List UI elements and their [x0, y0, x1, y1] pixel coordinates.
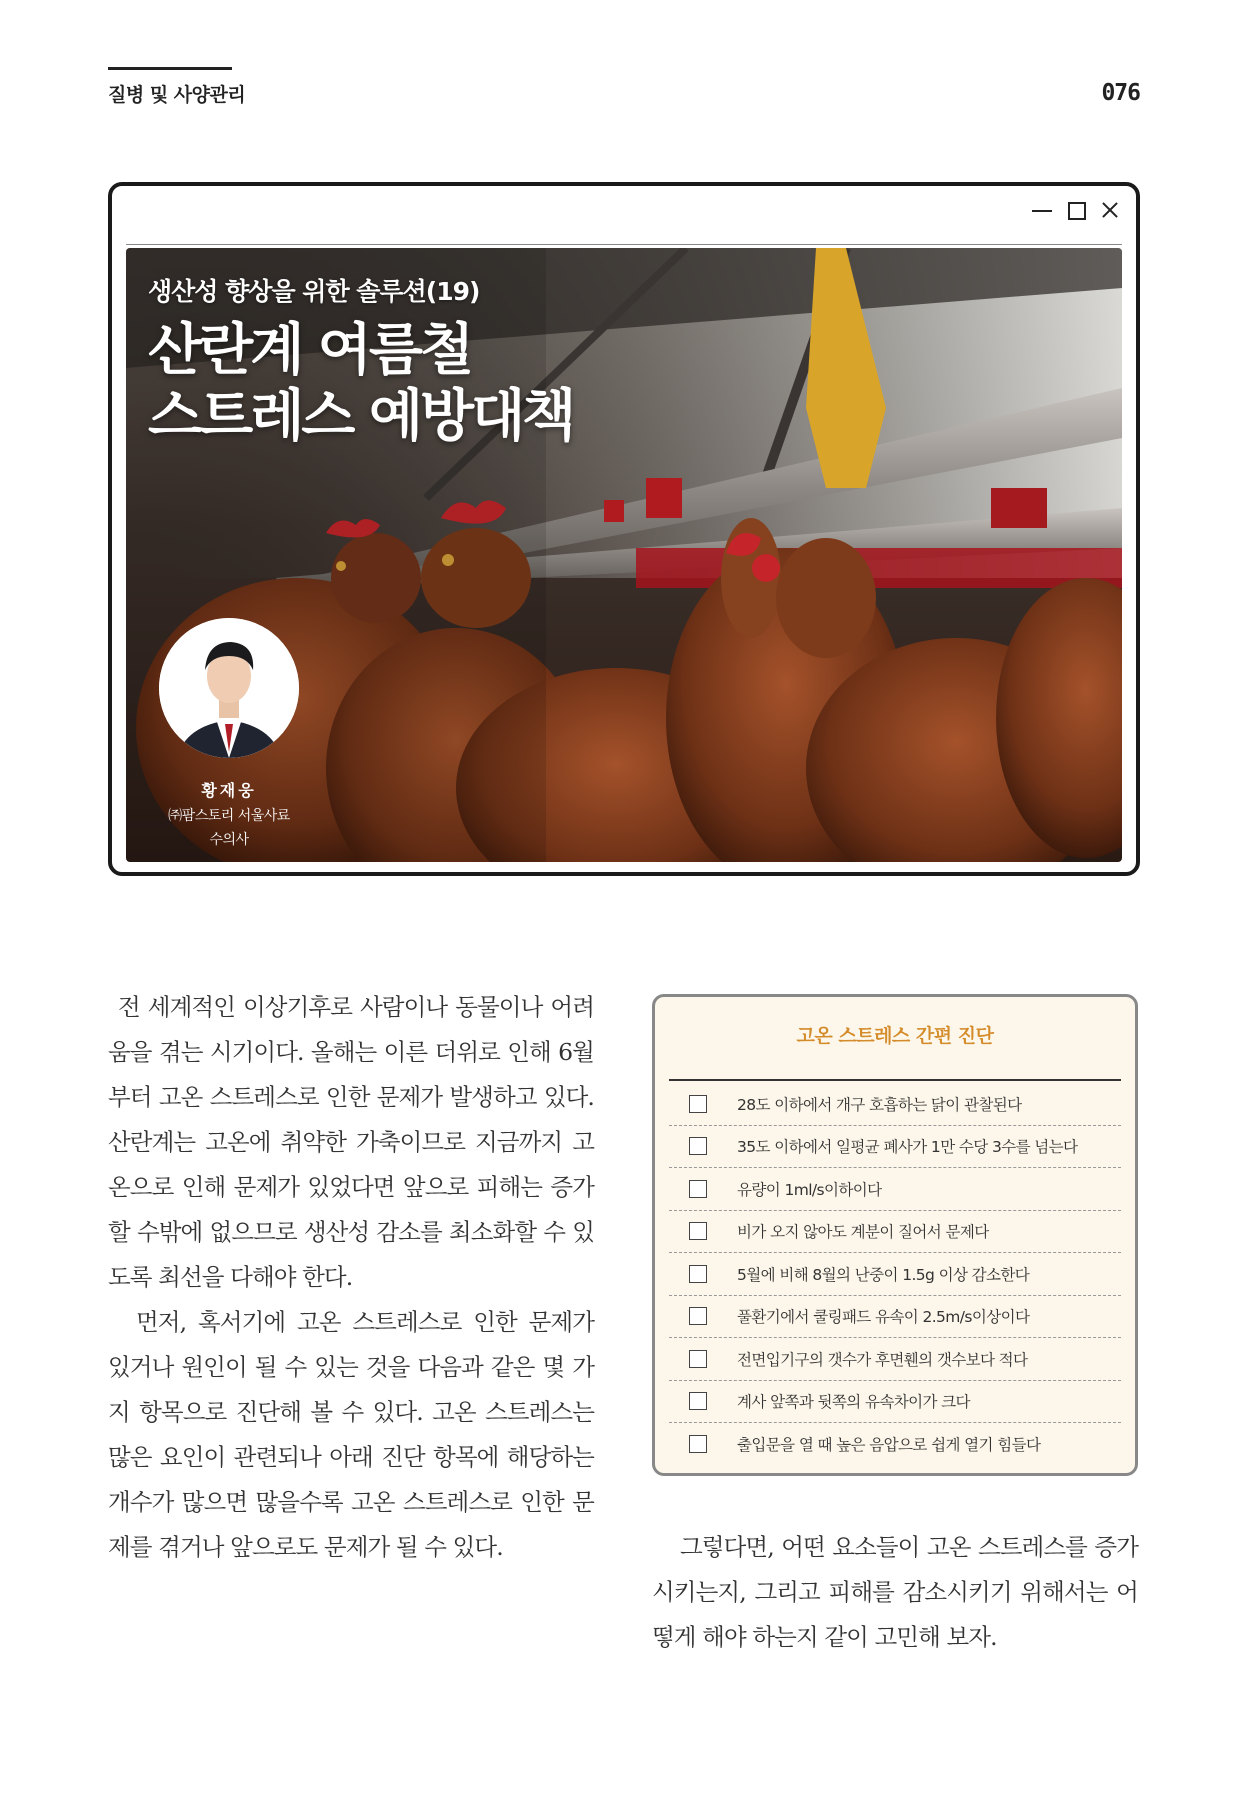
page-number: 076	[1101, 80, 1140, 106]
checklist-item	[669, 1083, 1121, 1126]
diagnosis-checklist	[652, 994, 1138, 1476]
checklist-item-text: 28도 이하에서 개구 호흡하는 닭이 관찰된다	[737, 1095, 1022, 1114]
body-left-column	[108, 985, 594, 1570]
checkbox[interactable]	[689, 1222, 707, 1240]
checklist-item	[669, 1211, 1121, 1254]
body-paragraph-1: 전 세계적인 이상기후로 사람이나 동물이나 어려움을 겪는 시기이다. 올해는 이른 더위로 인해 6월부터 고온 스트레스로 인한 문제가 발생하고 있다. 산란계는 고온에 취약한 가축이므로 지금까지 고온으로 인해 문제가 있었다면 앞으로 피해는 증가할 수밖에 없으므로 생산성 감소를 최소화할 수 있도록 최선을 다해야 한다.	[108, 993, 594, 1291]
checkbox[interactable]	[689, 1435, 707, 1453]
hero-text	[148, 272, 573, 450]
checklist-item-text: 5월에 비해 8월의 난중이 1.5g 이상 감소한다	[737, 1265, 1030, 1284]
title-line-2: 스트레스 예방대책	[148, 384, 574, 449]
author-organization: ㈜팜스토리 서울사료	[168, 808, 290, 824]
checklist-item	[669, 1126, 1121, 1169]
checklist-item	[669, 1423, 1121, 1466]
checkbox[interactable]	[689, 1265, 707, 1283]
close-icon[interactable]	[1100, 200, 1120, 220]
article-title	[148, 318, 573, 450]
author-role: 수의사	[209, 832, 249, 848]
checklist-item-text: 유량이 1ml/s이하이다	[737, 1180, 882, 1199]
author-portrait	[159, 618, 299, 758]
checklist-item-text: 풀환기에서 쿨링패드 유속이 2.5m/s이상이다	[737, 1308, 1030, 1327]
checkbox[interactable]	[689, 1350, 707, 1368]
maximize-icon[interactable]	[1066, 200, 1086, 220]
checklist-item	[669, 1296, 1121, 1339]
hero-image	[126, 248, 1122, 862]
checklist-item	[669, 1168, 1121, 1211]
checkbox[interactable]	[689, 1095, 707, 1113]
checklist-item	[669, 1338, 1121, 1381]
avatar	[159, 618, 299, 758]
checkbox[interactable]	[689, 1180, 707, 1198]
hero-window	[108, 182, 1140, 876]
series-subtitle: 생산성 향상을 위한 솔루션(19)	[148, 277, 480, 306]
author-name: 황재웅	[201, 781, 257, 800]
checklist-item-text: 35도 이하에서 일평균 폐사가 1만 수당 3수를 넘는다	[737, 1138, 1078, 1157]
window-title-divider	[126, 244, 1122, 245]
checklist-item-text: 출입문을 열 때 높은 음압으로 쉽게 열기 힘들다	[737, 1436, 1041, 1455]
checklist-title: 고온 스트레스 간편 진단	[796, 1025, 994, 1047]
minimize-icon[interactable]	[1032, 200, 1052, 220]
body-paragraph-3: 그렇다면, 어떤 요소들이 고온 스트레스를 증가시키는지, 그리고 피해를 감소시키기 위해서는 어떻게 해야 하는지 같이 고민해 보자.	[652, 1533, 1138, 1651]
body-paragraph-2: 먼저, 혹서기에 고온 스트레스로 인한 문제가 있거나 원인이 될 수 있는 것을 다음과 같은 몇 가지 항목으로 진단해 볼 수 있다. 고온 스트레스는 많은 요인이 관련되나 아래 진단 항목에 해당하는 개수가 많으면 많을수록 고온 스트레스로 인한 문제를 겪거나 앞으로도 문제가 될 수 있다.	[108, 1308, 594, 1561]
checklist-item-text: 비가 오지 않아도 계분이 질어서 문제다	[737, 1223, 989, 1242]
window-controls	[1032, 200, 1120, 220]
checklist-item-text: 계사 앞쪽과 뒷쪽의 유속차이가 크다	[737, 1393, 970, 1412]
checklist-title-rule	[669, 1079, 1121, 1081]
author-card	[156, 618, 302, 849]
checkbox[interactable]	[689, 1137, 707, 1155]
checklist-item-text: 전면입기구의 갯수가 후면휀의 갯수보다 적다	[737, 1350, 1028, 1369]
body-right-column	[652, 1525, 1138, 1660]
checkbox[interactable]	[689, 1307, 707, 1325]
checklist-item	[669, 1253, 1121, 1296]
checklist-items	[669, 1083, 1121, 1466]
header-rule	[108, 67, 232, 70]
checkbox[interactable]	[689, 1392, 707, 1410]
checklist-item	[669, 1381, 1121, 1424]
section-title: 질병 및 사양관리	[108, 84, 246, 106]
title-line-1: 산란계 여름철	[148, 318, 472, 383]
